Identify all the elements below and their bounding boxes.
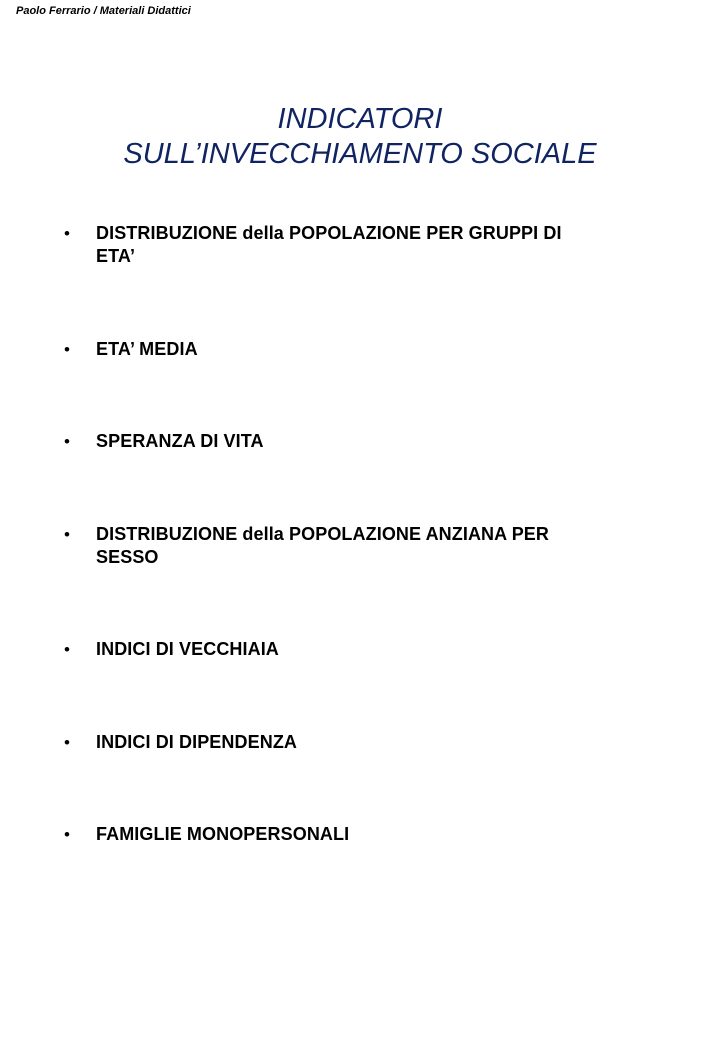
list-item-line: DISTRIBUZIONE della POPOLAZIONE ANZIANA PER [96,524,549,544]
page-title-line-2: SULL’INVECCHIAMENTO SOCIALE [123,138,597,170]
header-note: Paolo Ferrario / Materiali Didattici [16,5,191,17]
list-item-line: ETA’ MEDIA [96,339,198,359]
list-item-text [96,638,664,661]
list-item-line: INDICI DI DIPENDENZA [96,732,298,752]
bullet-icon: • [64,525,70,544]
page-title [0,102,720,172]
bullet-icon: • [64,224,70,243]
bullet-icon: • [64,733,70,752]
list-item-text [96,222,664,268]
list-item-text [96,731,664,754]
list-item-line: DISTRIBUZIONE della POPOLAZIONE PER GRUPPI DI [96,223,562,243]
bullet-icon: • [64,432,70,451]
bullet-icon: • [64,640,70,659]
page-title-line-1: INDICATORI [277,103,443,135]
list-item-line: ETA’ [96,246,136,266]
list-item-line: INDICI DI VECCHIAIA [96,639,279,659]
list-item-line: FAMIGLIE MONOPERSONALI [96,824,350,844]
bullet-icon: • [64,825,70,844]
list-item-text [96,338,664,361]
bullet-icon: • [64,340,70,359]
list-item-line: SPERANZA DI VITA [96,431,264,451]
list-item-text [96,823,664,846]
list-item-text [96,523,664,569]
list-item-text [96,430,664,453]
list-item-line: SESSO [96,547,159,567]
